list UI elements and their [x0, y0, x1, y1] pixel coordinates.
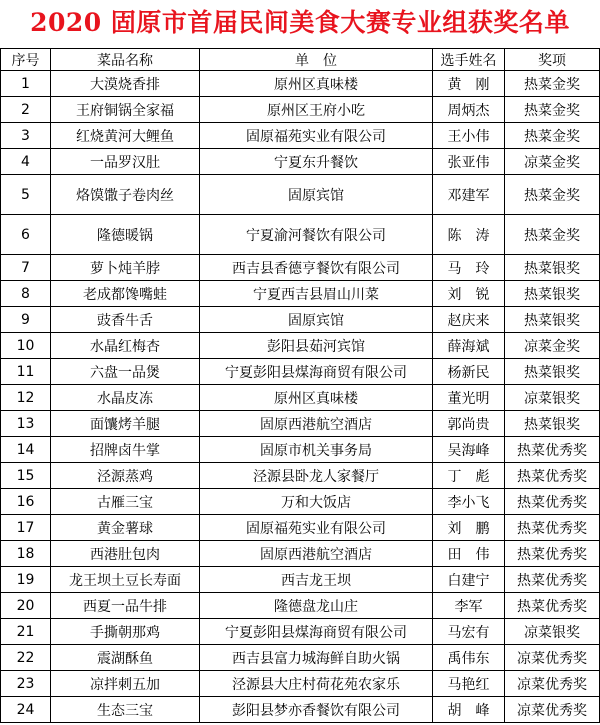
cell-dish-name: 面馕烤羊腿: [51, 411, 200, 437]
table-row: [1, 593, 600, 619]
cell-dish-name: 六盘一品煲: [51, 359, 200, 385]
cell-unit: 西吉县香德亨餐饮有限公司: [200, 255, 433, 281]
cell-award: 凉菜银奖: [505, 385, 600, 411]
cell-chef-name: 刘 锐: [433, 281, 505, 307]
award-table: [0, 48, 600, 723]
cell-chef-name: 杨新民: [433, 359, 505, 385]
cell-no: 16: [1, 489, 51, 515]
cell-award: 热菜金奖: [505, 71, 600, 97]
cell-dish-name: 生态三宝: [51, 697, 200, 723]
cell-dish-name: 大漠烧香排: [51, 71, 200, 97]
cell-chef-name: 吴海峰: [433, 437, 505, 463]
cell-no: 7: [1, 255, 51, 281]
cell-chef-name: 陈 涛: [433, 215, 505, 255]
cell-dish-name: 一品罗汉肚: [51, 149, 200, 175]
cell-no: 4: [1, 149, 51, 175]
cell-chef-name: 禹伟东: [433, 645, 505, 671]
column-header-dish: 菜品名称: [51, 49, 200, 71]
cell-unit: 固原宾馆: [200, 175, 433, 215]
cell-no: 15: [1, 463, 51, 489]
cell-unit: 隆德盘龙山庄: [200, 593, 433, 619]
cell-dish-name: 王府铜锅全家福: [51, 97, 200, 123]
cell-no: 3: [1, 123, 51, 149]
cell-award: 凉菜优秀奖: [505, 645, 600, 671]
table-row: [1, 71, 600, 97]
cell-chef-name: 胡 峰: [433, 697, 505, 723]
cell-dish-name: 招牌卤牛掌: [51, 437, 200, 463]
cell-unit: 宁夏西吉县眉山川菜: [200, 281, 433, 307]
cell-no: 10: [1, 333, 51, 359]
cell-unit: 彭阳县梦亦香餐饮有限公司: [200, 697, 433, 723]
cell-chef-name: 赵庆来: [433, 307, 505, 333]
cell-dish-name: 隆德暖锅: [51, 215, 200, 255]
cell-chef-name: 邓建军: [433, 175, 505, 215]
cell-dish-name: 泾源蒸鸡: [51, 463, 200, 489]
table-row: [1, 359, 600, 385]
cell-dish-name: 萝卜炖羊脖: [51, 255, 200, 281]
table-row: [1, 541, 600, 567]
cell-no: 21: [1, 619, 51, 645]
table-row: [1, 307, 600, 333]
column-header-unit: 单 位: [200, 49, 433, 71]
table-row: [1, 175, 600, 215]
cell-no: 23: [1, 671, 51, 697]
table-row: [1, 385, 600, 411]
column-header-award: 奖项: [505, 49, 600, 71]
cell-no: 22: [1, 645, 51, 671]
cell-dish-name: 黄金薯球: [51, 515, 200, 541]
table-row: [1, 97, 600, 123]
table-row: [1, 411, 600, 437]
cell-award: 热菜优秀奖: [505, 489, 600, 515]
cell-unit: 固原福苑实业有限公司: [200, 123, 433, 149]
header-row: [1, 49, 600, 71]
cell-no: 6: [1, 215, 51, 255]
table-row: [1, 281, 600, 307]
cell-no: 19: [1, 567, 51, 593]
cell-unit: 原州区真味楼: [200, 385, 433, 411]
cell-award: 凉菜优秀奖: [505, 697, 600, 723]
cell-no: 9: [1, 307, 51, 333]
cell-no: 13: [1, 411, 51, 437]
cell-unit: 原州区真味楼: [200, 71, 433, 97]
table-row: [1, 437, 600, 463]
cell-chef-name: 李军: [433, 593, 505, 619]
cell-dish-name: 西港肚包肉: [51, 541, 200, 567]
cell-no: 1: [1, 71, 51, 97]
cell-dish-name: 豉香牛舌: [51, 307, 200, 333]
cell-no: 12: [1, 385, 51, 411]
cell-unit: 西吉县富力城海鲜自助火锅: [200, 645, 433, 671]
cell-unit: 彭阳县茹河宾馆: [200, 333, 433, 359]
cell-unit: 固原福苑实业有限公司: [200, 515, 433, 541]
table-row: [1, 123, 600, 149]
table-row: [1, 645, 600, 671]
cell-no: 20: [1, 593, 51, 619]
cell-award: 热菜银奖: [505, 255, 600, 281]
cell-dish-name: 烙馍馓子卷肉丝: [51, 175, 200, 215]
cell-chef-name: 李小飞: [433, 489, 505, 515]
cell-dish-name: 老成都馋嘴蛙: [51, 281, 200, 307]
cell-chef-name: 薛海斌: [433, 333, 505, 359]
table-row: [1, 697, 600, 723]
cell-chef-name: 白建宁: [433, 567, 505, 593]
cell-award: 热菜优秀奖: [505, 593, 600, 619]
cell-award: 凉菜优秀奖: [505, 671, 600, 697]
table-row: [1, 619, 600, 645]
cell-chef-name: 马 玲: [433, 255, 505, 281]
cell-chef-name: 王小伟: [433, 123, 505, 149]
table-row: [1, 489, 600, 515]
cell-award: 热菜优秀奖: [505, 541, 600, 567]
column-header-chef: 选手姓名: [433, 49, 505, 71]
cell-no: 17: [1, 515, 51, 541]
cell-unit: 固原西港航空酒店: [200, 411, 433, 437]
cell-unit: 西吉龙王坝: [200, 567, 433, 593]
cell-unit: 宁夏彭阳县煤海商贸有限公司: [200, 359, 433, 385]
cell-award: 热菜金奖: [505, 97, 600, 123]
cell-unit: 固原西港航空酒店: [200, 541, 433, 567]
cell-chef-name: 丁 彪: [433, 463, 505, 489]
cell-no: 2: [1, 97, 51, 123]
cell-unit: 原州区王府小吃: [200, 97, 433, 123]
cell-chef-name: 刘 鹏: [433, 515, 505, 541]
cell-dish-name: 凉拌刺五加: [51, 671, 200, 697]
cell-dish-name: 水晶红梅杏: [51, 333, 200, 359]
cell-unit: 宁夏东升餐饮: [200, 149, 433, 175]
cell-no: 18: [1, 541, 51, 567]
cell-unit: 泾源县大庄村荷花苑农家乐: [200, 671, 433, 697]
cell-unit: 固原宾馆: [200, 307, 433, 333]
cell-award: 热菜金奖: [505, 215, 600, 255]
cell-chef-name: 郭尚贵: [433, 411, 505, 437]
cell-dish-name: 手撕朝那鸡: [51, 619, 200, 645]
cell-award: 热菜金奖: [505, 123, 600, 149]
cell-award: 热菜金奖: [505, 175, 600, 215]
cell-award: 凉菜金奖: [505, 149, 600, 175]
cell-award: 热菜优秀奖: [505, 463, 600, 489]
cell-dish-name: 西夏一品牛排: [51, 593, 200, 619]
cell-award: 热菜优秀奖: [505, 437, 600, 463]
cell-chef-name: 黄 刚: [433, 71, 505, 97]
cell-no: 24: [1, 697, 51, 723]
cell-chef-name: 马宏有: [433, 619, 505, 645]
table-row: [1, 149, 600, 175]
cell-unit: 泾源县卧龙人家餐厅: [200, 463, 433, 489]
cell-award: 凉菜银奖: [505, 619, 600, 645]
cell-no: 11: [1, 359, 51, 385]
table-row: [1, 255, 600, 281]
cell-award: 凉菜金奖: [505, 333, 600, 359]
cell-dish-name: 龙王坝土豆长寿面: [51, 567, 200, 593]
table-row: [1, 333, 600, 359]
cell-chef-name: 董光明: [433, 385, 505, 411]
cell-no: 14: [1, 437, 51, 463]
cell-unit: 固原市机关事务局: [200, 437, 433, 463]
column-header-no: 序号: [1, 49, 51, 71]
cell-no: 5: [1, 175, 51, 215]
cell-dish-name: 红烧黄河大鲤鱼: [51, 123, 200, 149]
cell-chef-name: 周炳杰: [433, 97, 505, 123]
cell-award: 热菜银奖: [505, 359, 600, 385]
table-row: [1, 515, 600, 541]
cell-unit: 宁夏彭阳县煤海商贸有限公司: [200, 619, 433, 645]
cell-award: 热菜优秀奖: [505, 567, 600, 593]
cell-dish-name: 古雁三宝: [51, 489, 200, 515]
cell-award: 热菜优秀奖: [505, 515, 600, 541]
cell-chef-name: 田 伟: [433, 541, 505, 567]
table-header: [1, 49, 600, 71]
cell-chef-name: 马艳红: [433, 671, 505, 697]
cell-award: 热菜银奖: [505, 307, 600, 333]
cell-unit: 宁夏渝河餐饮有限公司: [200, 215, 433, 255]
table-row: [1, 567, 600, 593]
cell-award: 热菜银奖: [505, 281, 600, 307]
cell-chef-name: 张亚伟: [433, 149, 505, 175]
cell-no: 8: [1, 281, 51, 307]
cell-dish-name: 震湖酥鱼: [51, 645, 200, 671]
table-row: [1, 463, 600, 489]
cell-unit: 万和大饭店: [200, 489, 433, 515]
cell-dish-name: 水晶皮冻: [51, 385, 200, 411]
cell-award: 热菜银奖: [505, 411, 600, 437]
table-row: [1, 671, 600, 697]
page-title: 2020 固原市首届民间美食大赛专业组获奖名单: [30, 8, 570, 37]
table-row: [1, 215, 600, 255]
table-body: [1, 71, 600, 723]
